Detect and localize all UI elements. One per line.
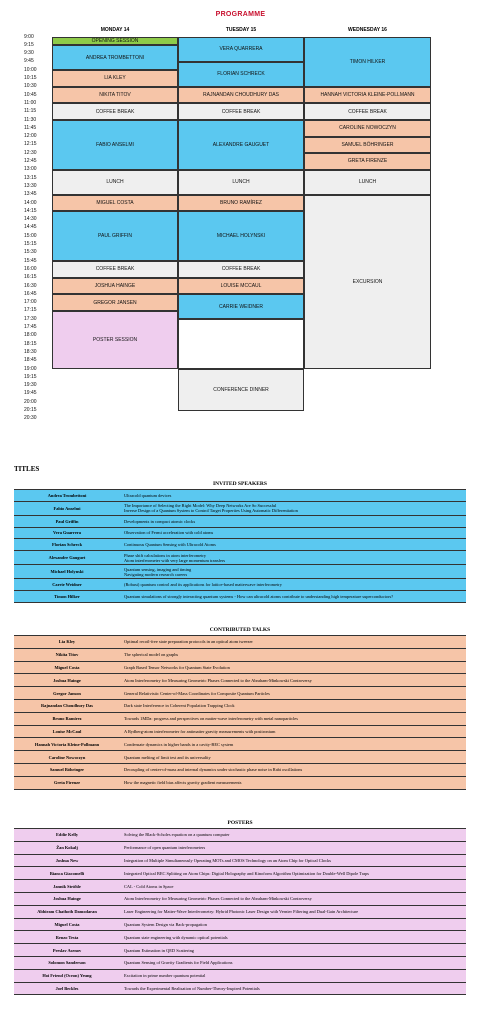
talk-title-line: Ultracold quantum devices [124,492,172,498]
talk-title-line: Quantum Sensing of Gravity Gradients for Field Applications [124,960,233,966]
session-andrea-trombettoni: ANDREA TROMBETTONI [52,45,178,70]
title-row [14,579,466,591]
talk-title-line: Atom Interferometry for Measuring Geometric Phases Connected to the Abraham-Minkowski Controversy [124,896,312,902]
talk-title [120,579,466,590]
speaker-name: Florian Schreck [51,542,83,548]
speaker-name: Vera Guarrera [53,530,81,536]
talk-title-line: Quantum sensing, imaging and timing [124,566,192,572]
time-label: 12:00 [24,133,37,140]
talk-title-line: Inverse Design of a Quantum System to Control Target Properties Using Automatic Differentiation [124,508,298,514]
speaker-name: Michael Holynski [50,569,84,575]
speaker-name: Timon Hilker [54,593,80,599]
speaker-name: Rajnandan Choudhury Das [41,703,93,709]
talk-title [120,957,466,969]
title-row [14,551,466,565]
talk-title [120,490,466,501]
time-label: 17:30 [24,315,37,322]
talk-title-line: The spherical model on graphs [124,652,179,658]
time-label: 18:00 [24,332,37,339]
session-louise-mccaul: LOUISE MCCAUL [178,278,304,295]
title-row [14,919,466,932]
time-label: 17:00 [24,299,37,306]
time-label: 11:45 [24,124,37,131]
talk-title [120,649,466,661]
title-row [14,931,466,944]
title-row [14,777,466,790]
title-row [14,880,466,893]
session-florian-schreck: FLORIAN SCHRECK [178,62,304,87]
talk-title-line: Quantum melting of limit test and its universality [124,754,211,760]
speaker-name: Nikita Titov [55,652,79,658]
talk-title [120,687,466,699]
session-poster-session: POSTER SESSION [52,311,178,369]
title-row [14,565,466,579]
title-row [14,726,466,739]
speaker-name: Andrea Trombettoni [47,492,87,498]
section-heading-contributed-talks: CONTRIBUTED TALKS [209,627,271,633]
time-label: 13:45 [24,191,37,198]
time-label: 9:30 [24,50,34,57]
time-label: 17:45 [24,324,37,330]
time-label: 12:45 [24,158,37,164]
speaker-name: Caroline Nowoczyn [48,754,86,760]
session-conference-dinner: CONFERENCE DINNER [178,369,304,411]
session-fabio-anselmi: FABIO ANSELMI [52,120,178,170]
talk-title-line: Optimal recoil-free state preparation protocols in an optical atom tweezer [124,639,253,645]
speaker-name: Hoi Friend (Oceon) Yeung [42,973,92,979]
talk-title [120,551,466,564]
talk-title-line: CAL - Cold Atoms in Space [124,883,174,889]
time-label: 20:15 [24,407,37,413]
time-label: 19:45 [24,390,37,397]
talk-title-line: How the magnetic field bias affects gravity gradient measurements [124,780,242,786]
section-heading-invited-speakers: INVITED SPEAKERS [213,481,267,487]
programme-title: PROGRAMME [215,11,266,18]
speaker-name: Greta Firenze [53,780,81,786]
session-coffee-break: COFFEE BREAK [52,261,178,278]
talk-title [120,970,466,982]
speaker-name: Joshua New [55,857,79,863]
session-alexandre-gauguet: ALEXANDRE GAUGUET [178,120,304,170]
time-label: 15:45 [24,257,37,264]
title-row [14,687,466,700]
time-label: 15:00 [24,232,37,239]
time-label: 20:00 [24,398,37,405]
session-carrie-weidner: CARRIE WEIDNER [178,294,304,319]
title-row [14,764,466,777]
session-samuel-bohringer: SAMUEL BÖHRINGER [304,137,431,154]
title-row [14,528,466,540]
talk-title-line: Atom Interferometry for Measuring Geometric Phases Connected to the Abraham-Minkowski Controversy [124,677,312,683]
session-lunch: LUNCH [304,170,431,195]
speaker-name: Abhiram Chathoth Damodaran [37,909,97,915]
speaker-name: Samuel Böhringer [49,767,85,773]
title-row [14,649,466,662]
title-row [14,906,466,919]
talk-title-line: (Robust) quantum control and its applications for lattice-based matterwave interferometry [124,582,282,588]
talk-title-line: Condensate dynamics in higher bands in a cavity-BEC system [124,741,234,747]
session-lunch: LUNCH [52,170,178,195]
time-label: 16:15 [24,274,37,281]
speaker-name: Bruno Ramírez [52,716,82,722]
speaker-name: Hannah Victoria Kleine-Pollmann [34,741,100,747]
time-label: 15:15 [24,241,37,247]
speaker-name: Joel Beckles [55,985,79,991]
talk-title [120,880,466,892]
session-vera-quarrera: VERA QUARRERA [178,37,304,62]
talk-title [120,751,466,763]
talk-title [120,983,466,995]
talk-title [120,855,466,867]
time-label: 16:00 [24,265,37,272]
time-label: 16:45 [24,290,37,297]
talk-title [120,944,466,956]
speaker-name: Paul Griffin [55,518,79,524]
title-row [14,539,466,551]
time-label: 13:00 [24,166,37,173]
session-coffee-break: COFFEE BREAK [178,261,304,278]
title-row [14,700,466,713]
talk-title [120,713,466,725]
talk-title [120,931,466,943]
talk-title [120,919,466,931]
time-label: 19:15 [24,373,37,380]
speaker-name: Fabio Anselmi [53,505,81,511]
speaker-name: Renzo Testa [55,934,79,940]
talk-title-line: Quantum state engineering with dynamic optical potentials [124,934,228,940]
speaker-name: Jannik Ströhle [53,883,81,889]
talk-title-line: Towards 1MDa: progress and perspectives on matter-wave interferometry with metal nanoparticles [124,716,298,722]
talk-title [120,502,466,515]
talk-title [120,829,466,841]
session-gregor-jansen: GREGOR JANSEN [52,294,178,311]
talk-title [120,565,466,578]
session-lunch: LUNCH [178,170,304,195]
title-row [14,842,466,855]
talk-title [120,539,466,550]
title-row [14,893,466,906]
title-row [14,829,466,842]
session-opening-session: OPENING SESSION [52,37,178,45]
talk-title-line: Laser Engineering for Matter-Wave Interferometry: Hybrid Photonic Laser Design with Vernier Filtering and Dual-Gain Architecture [124,909,359,915]
speaker-name: Preslav Asenov [52,947,82,953]
session-michael-holynski: MICHAEL HOLYNSKI [178,211,304,261]
talk-title-line: Decoupling of center-of-mass and internal dynamics under stochastic phase noise in Rabi oscillations [124,767,303,773]
talk-title-line: Developments in compact atomic clocks [124,518,196,524]
talk-title-line: Quantum Estimation in QED Scattering [124,947,194,953]
title-row [14,591,466,603]
time-label: 10:30 [24,83,37,90]
talk-title-line: Observation of Fermi acceleration with cold atoms [124,530,214,536]
speaker-name: Carrie Weidner [52,582,82,588]
speaker-name: Alexandre Gauguet [48,555,86,561]
time-label: 11:00 [24,99,37,106]
speaker-name: Lia Kley [58,639,76,645]
talk-title-line: A Rydberg-atom interferometer for antimatter gravity measurements with positronium [124,728,276,734]
time-label: 9:45 [24,58,34,65]
talk-title [120,591,466,602]
speaker-name: Solomon Sanderson [48,960,86,966]
title-row [14,944,466,957]
time-label: 9:15 [24,41,34,48]
time-label: 12:15 [24,141,37,148]
session-greta-firenze: GRETA FIRENZE [304,153,431,170]
session-empty [178,319,304,369]
talk-title [120,516,466,527]
session-coffee-break: COFFEE BREAK [52,103,178,120]
session-coffee-break: COFFEE BREAK [304,103,431,120]
speaker-name: Bianca Giacomelli [49,870,85,876]
talk-title-line: Integrated Optical BEC Splitting on Atom Chips: Digital Holography and Kinoform Algorithm Optimization for Double-Well Dipole Traps [124,870,370,876]
session-bruno-ramirez: BRUNO RAMÍREZ [178,195,304,212]
time-label: 14:30 [24,216,37,223]
time-label: 13:30 [24,182,37,189]
time-label: 17:15 [24,307,37,314]
talk-title-line: Performance of open quantum interferometers [124,845,206,851]
title-row [14,502,466,516]
speaker-name: Louise McCaul [52,728,82,734]
title-row [14,738,466,751]
title-row [14,516,466,528]
session-rajnandan-choudhury-das: RAJNANDAN CHOUDHURY DAS [178,87,304,104]
title-row [14,867,466,880]
talk-title-line: Continuous Quantum Sensing with Ultracold Atoms [124,542,216,548]
talk-title [120,867,466,879]
session-lia-kley: LIA KLEY [52,70,178,87]
speaker-name: Miguel Costa [54,921,80,927]
time-label: 14:45 [24,224,37,231]
session-timon-hilker: TIMON HILKER [304,37,431,87]
talk-title-line: Navigating modern research careers [124,571,188,577]
talk-title-line: Atom interferometer with very large momentum transfers [124,557,226,563]
talk-title [120,662,466,674]
time-label: 19:00 [24,365,37,372]
time-label: 11:15 [24,108,37,115]
talk-title [120,842,466,854]
title-row [14,490,466,502]
talk-title [120,674,466,686]
speaker-name: Joshua Hainge [53,896,81,902]
title-row [14,957,466,970]
talk-title [120,906,466,918]
talk-title [120,528,466,539]
title-row [14,674,466,687]
time-label: 19:30 [24,382,37,389]
session-nikita-titov: NIKITA TITOV [52,87,178,104]
talk-title [120,636,466,648]
speaker-name: Miguel Costa [54,664,80,670]
session-caroline-nowoczyn: CAROLINE NOWOCZYN [304,120,431,137]
talk-title-line: Quantum System Design via Back-propagation [124,921,207,927]
time-label: 12:30 [24,149,37,156]
day-header-1: MONDAY 14 [100,27,130,33]
time-label: 10:15 [24,75,37,81]
title-row [14,662,466,675]
session-paul-griffin: PAUL GRIFFIN [52,211,178,261]
title-row [14,636,466,649]
talk-title-line: Integration of Multiple Simultaneously Operating MOTs and CMOS Technology on an Atom Chip for Optical Clocks [124,857,331,863]
talk-title-line: Quantum simulations of strongly interacting quantum systems - How can ultracold atoms contribute to understanding high temperature superconductors? [124,593,394,599]
titles-heading: TITLES [14,465,40,473]
session-miguel-costa: MIGUEL COSTA [52,195,178,212]
talk-title-line: Solving the Black-Scholes equation on a quantum computer [124,832,230,838]
talk-title-line: General Relativistic Center-of-Mass Coordinates for Composite Quantum Particles [124,690,270,696]
talk-title-line: Excitation in prime number quantum potential [124,973,206,979]
talk-title-line: The Importance of Selecting the Right Model: Why Deep Networks Are So Successful [124,503,277,509]
day-header-3: WEDNESDAY 16 [348,27,387,33]
speaker-name: Eddie Kelly [55,832,79,838]
time-label: 18:45 [24,357,37,364]
day-header-2: TUESDAY 15 [225,27,257,33]
time-label: 11:30 [24,116,37,123]
time-label: 16:30 [24,282,37,289]
speaker-name: Gregor Janson [53,690,81,696]
time-label: 10:45 [24,91,37,98]
title-row [14,855,466,868]
talk-title [120,738,466,750]
title-row [14,970,466,983]
session-joshua-hainge: JOSHUA HAINGE [52,278,178,295]
time-label: 10:00 [24,66,37,73]
session-coffee-break: COFFEE BREAK [178,103,304,120]
session-excursion: EXCURSION [304,195,431,369]
time-label: 14:00 [24,199,37,206]
speaker-name: Žan Kokalj [56,845,78,851]
time-label: 13:15 [24,174,37,181]
talk-title [120,777,466,789]
time-label: 14:15 [24,207,37,214]
section-heading-posters: POSTERS [227,820,253,826]
time-label: 15:30 [24,249,37,256]
session-hannah-victoria-kleine-pollmann: HANNAH VICTORIA KLEINE-POLLMANN [304,87,431,104]
title-row [14,751,466,764]
time-label: 9:00 [24,33,34,40]
title-row [14,983,466,996]
talk-title [120,726,466,738]
time-label: 20:30 [24,415,37,422]
talk-title-line: Graph Based Tensor Networks for Quantum State Evolution [124,664,230,670]
talk-title-line: Towards the Experimental Realisation of Number-Theory-Inspired Potentials [124,985,260,991]
talk-title [120,764,466,776]
talk-title-line: Phase shift calculations in atom interferometry [124,552,207,558]
talk-title [120,700,466,712]
time-label: 18:15 [24,340,37,347]
title-row [14,713,466,726]
talk-title-line: Dark state Interference in Coherent Population Trapping Clock [124,703,235,709]
speaker-name: Joshua Hainge [53,677,81,683]
time-label: 18:30 [24,348,37,355]
talk-title [120,893,466,905]
